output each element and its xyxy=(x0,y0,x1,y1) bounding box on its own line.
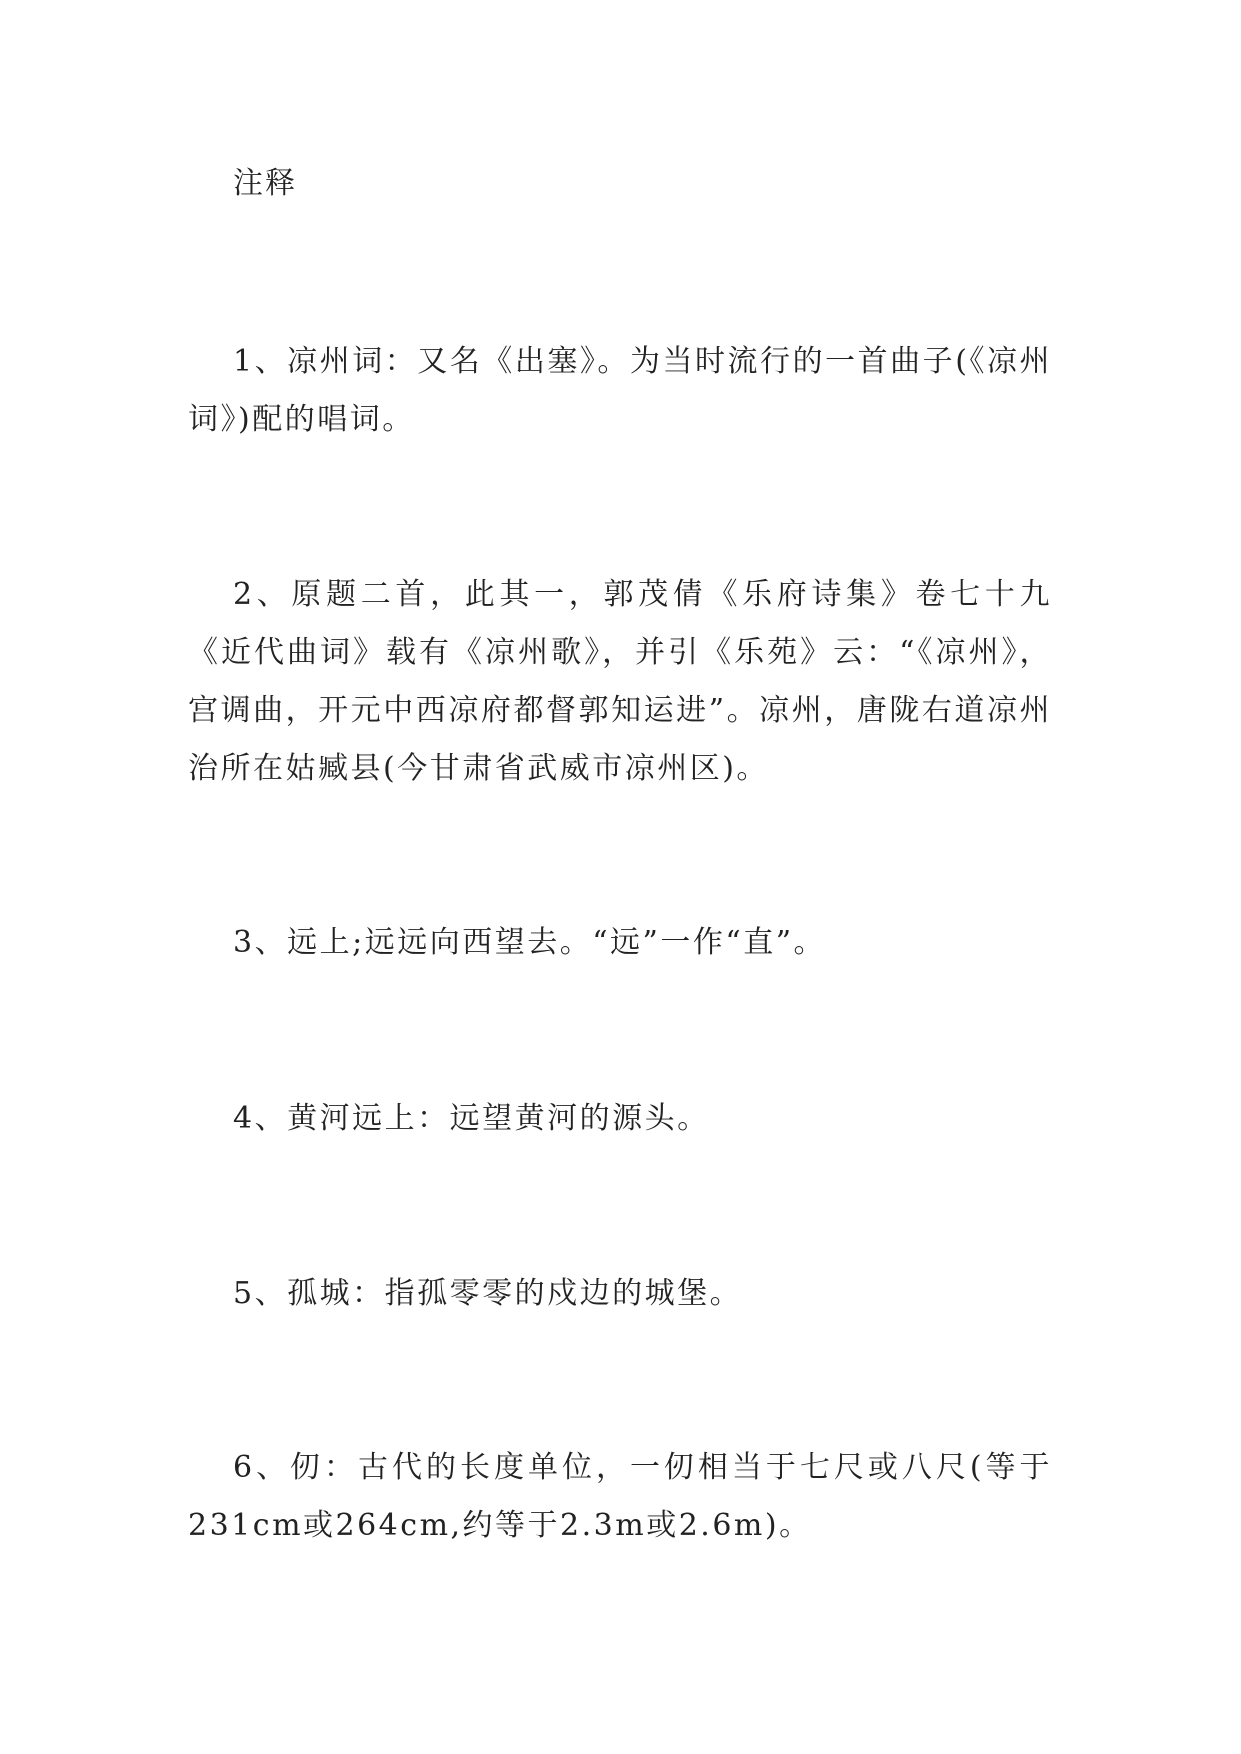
note-4: 4、黄河远上：远望黄河的源头。 xyxy=(233,1101,710,1136)
note-3: 3、远上;远远向西望去。“远”一作“直”。 xyxy=(233,925,827,960)
note-1: 1、凉州词：又名《出塞》。为当时流行的一首曲子(《凉州词》)配的唱词。 xyxy=(188,344,1052,437)
note-2: 2、原题二首，此其一，郭茂倩《乐府诗集》卷七十九《近代曲词》载有《凉州歌》，并引《乐苑》云：“《凉州》，宫调曲，开元中西凉府都督郭知运进”。凉州，唐陇右道凉州治所在姑臧县(今甘肃省武威市凉州区)。 xyxy=(188,577,1052,786)
note-6: 6、仞：古代的长度单位，一仞相当于七尺或八尺(等于231cm或264cm,约等于2.3m或2.6m)。 xyxy=(188,1450,1052,1543)
section-heading: 注释 xyxy=(233,166,297,201)
note-5: 5、孤城：指孤零零的戍边的城堡。 xyxy=(233,1276,743,1311)
